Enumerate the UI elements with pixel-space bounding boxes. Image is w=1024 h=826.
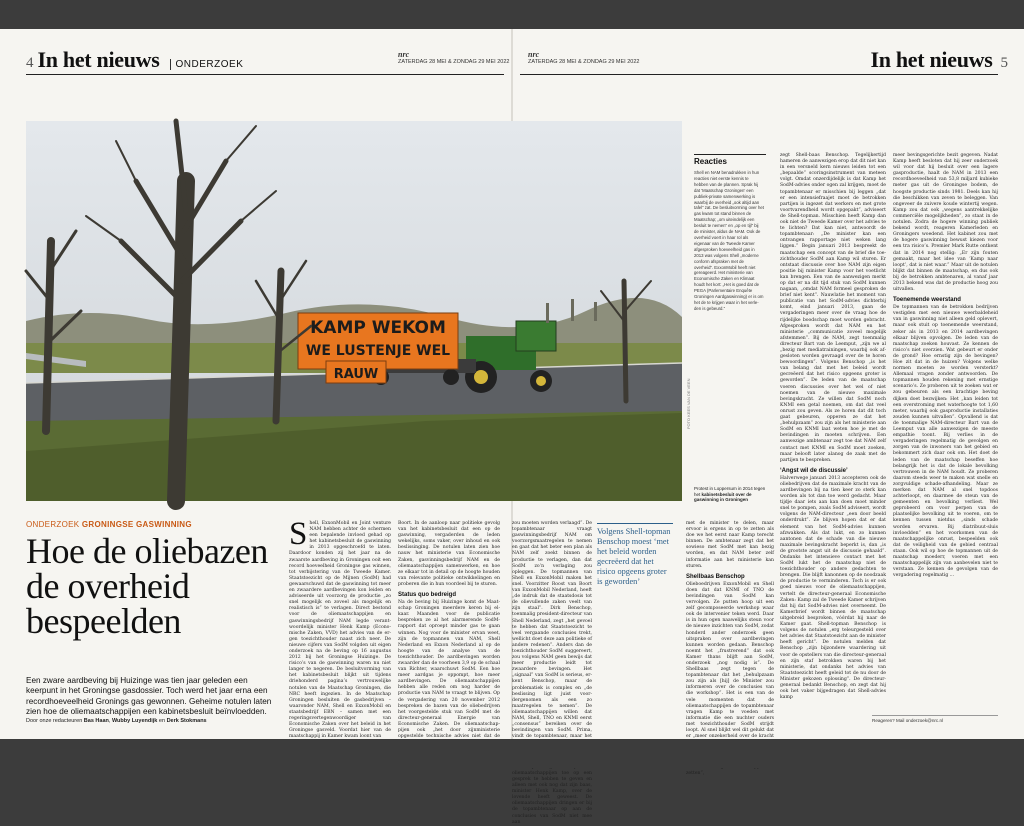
header-rule-right bbox=[520, 74, 998, 75]
article-column-2 bbox=[398, 521, 500, 740]
paper-name-left: nrc bbox=[398, 50, 410, 59]
article-kicker bbox=[26, 520, 192, 529]
right-page-header bbox=[858, 47, 1008, 72]
section-title-left: In het nieuws bbox=[37, 47, 160, 72]
caption-text: Protest in Loppersum in 2014 tegen het bbox=[694, 486, 766, 497]
subsection-label: ONDERZOEK bbox=[170, 59, 244, 70]
byline-prefix: Door onze redacteuren bbox=[26, 718, 83, 724]
section-title-right: In het nieuws bbox=[870, 47, 993, 72]
kicker-topic: GRONINGSE GASWINNING bbox=[81, 520, 192, 529]
column-5-text: zegt Shell-baas Benschop. Tegelijkertijd hameren de aanwezigen erop dat dit niet kan in een versneld kern nieuws leiden tot een „bepaalde” scoringsinstrument van meteen volgt. Omdat onzerdijdelijk is dat Kamp het SodM-advies onder ogen zal krijgen, moet de topambtenaar er misschien bij leggen „dat er een intensiefraajet moet de betrokken partijen is ingezet dat werkers en met grote voortvarendheid wordt opgepakt”, adviseert de Shell-topman. Misschien heeft Kamp dan ook niet de Tweede Kamer over het advies te te lichten? Dat kan niet, antwoordt de topambtenaar: „De minister kan een ontvangen rapportage niet weken lang liggen.” Begin januari 2013 bespreekt de maatschap een concept van de brief die toezichthouder SodM aan Kamp wil sturen. Er ontstaat discussie over hoe NAM zijn eigen positie bij minister Kamp voor het voetlicht kan brengen. Een van de aanwezigen merkt op dat er na dit tijd stuk van SodM kunnen nagaan, „omdat NAM formeel gesproken de brief niet kent”. Nauwlatie het moment van publicatie van het SodM-advies dichterbij komt, eind januari 2013, gaan de vergaderingen meer over de vraag hoe de rijdelijke boodschap moet worden gebracht. Afgesproken wordt dat NAM en het ministerie „communicatie zoveel mogelijk afstemmen”. Bij de NAM, zegt toenmalig directeur Bart van de Leemput, „zijn we al „bezig met mediatrainingen, waarbij ook afgesloten worden gevraagd over de te horen bewoordingen”. Volgens Benschop „is het van belang dat met het beleid wordt gecreëerd dat het risico opgeens groter is geworden”. De leden van de maatschap voeren discussies over het wel of niet noemen van de nieuwe maximale bevingskracht. Ze willen dat SodM noch KNMI een getal noemen, om dat dat veel onrust zou geven. Als ze horen dat dit toch gaat gebeuren, opperen ze dat het „behulpzaam” zou zijn als het ministerie aan SodM en KNMI laat weten hoe je met de bevindingen in moeten schrijven. Een aanwezige ambtenaar zegt toe dat NAM zelf contact met KNMI en SodM moet zoeken, maar belooft later alanog de zaak met de partijen te bespreken. bbox=[780, 153, 886, 463]
kicker-section: ONDERZOEK bbox=[26, 520, 80, 529]
banner-line-3: RAUW bbox=[333, 367, 379, 382]
article-column-3 bbox=[512, 521, 592, 825]
column-6b-text: De topmannen van de betrokken bedrijven vestigden met een nieuwe weerbaldeheid van in gaswinning niet alleen geld oplevert, maar ook stuit op toenemende weerstand, zeker als in 2013 en 2014 aardbevingen elkaar blijven opvolgen. De leden van de maatschap zoeken houvast. Ze kennen de risico’s niet overzien. Wat gebeurt er onder de grond? Hoe ernstig zijn de bevingen? Hoe zit dat in de huizen? Volgens welke normen moeten ze worden versterkt? Allemaal vragen zonder antwoorden. De topmannen houden rekening met ernstige scenario’s. Ze proberen uit te zoeken wat er zou gebeuren als een krachtige beving dijken doet bezwijken: Het „kan leiden tot een overstroming met waterhoogte tot 1,60 meter, waarbij ook gasproductie installaties zouden kunnen uitvallen”. Opvallend is dat de toenmalige NAM-directeur Bart van de Leemput van alle aanwezigen de meeste empathie toont. Bij verlies in de vergaderingen regelmatig de gevolgen en zorgen van de inwoners van het gebied en bekommert zich daar ook om. Het doet de leden van de maatschap beseffen hoe belangrijk het is dat de lokale bevolking vertrouwen in de NAM houdt. Ze proberen daarom steeds weer te maken wat snelle en zorgvuldige schade-afhandeling. Maar ze merken dat NAM al snel topdoos achterloopt, en daarmee de steun van de gemeenten en bevolking verliest. Wel geprobeerd om voor perpen van de plaatselijke bevolking uit te voeren, om te kennen tussen nietdus „sinds schade worden ervaren. Bij diatribuut-sluis invloedden” en het voorkomen van de maatschappelijke onrust, bespeelden ook dat de veiligheid van de gebied centraal staan. Ook wil op hoe de topmannen uit de maatschap moederr, voeren met een maatschappelijk zijn van aanbevelen niet te verstaan. Ze kennen de gevolgen van de vergadering regelmatig ... bbox=[893, 305, 998, 579]
subhead-shellbaas: Shellbaas Benschop bbox=[686, 573, 745, 580]
left-page-header bbox=[26, 47, 326, 72]
page-number-left: 4 bbox=[26, 55, 34, 71]
caption-bold: kabinetsbesluit over de gaswinning in Groningen bbox=[694, 491, 752, 502]
viewer-bottom-bar bbox=[0, 739, 1024, 768]
protest-photo-illustration bbox=[26, 121, 682, 501]
article-column-1 bbox=[289, 516, 391, 740]
banner-line-1: KAMP WEKOM bbox=[310, 318, 446, 338]
column-1-text: hell, ExxonMobil en Joint venture NAM hebben achter de schermen een bepalende invloed gehad op het kabinetsbesluit de gaswinning in 2013 opgeschroefd te laten. Daardoor konden zij het jaar na de zwaarste aardbeving in Groningen ooit een record hoeveelheid Groningse gas winnen, tot verbijstering van de Tweede Kamer. Staatstoezicht op de Mijnen (SodM) had gewaarschuwd dat de gaswinning tot meer en zwaardere aardbevingen kon leiden en adviseerde uit voorzorg de productie „zo snel mogelijk en zoveel als mogelijk en realistisch is” te verlagen. Direct bestond voor de oliemaatschappijen en gaswinningsbedrijf NAM legde verantwoordelijk minister Henk Kamp (Economische Zaken, VVD) het advies van de ergen toezichthouder naast zich neer. De nieuwe cijfers van SodM volgden uit eigen onderzoek na de beving op 16 augustus 2012 bij het Groningse Huizinge. De risico’s van de gaswinning waren nu niet langer te negeren. De besluitvorming van het kabinetsbesluit blijkt uit tijdens driehonderd pagina’s vertrouwelijke notulen van de Maatschap Groningen, die NRC heeft ingezien. In de Maatschap Groningen besluiten de gasbedrijven – waaronder NAM, Shell en ExxonMobil en staatsbedrijf EBN – samen met een regeringsvertegenwoordiger van Economische Zaken over het beleid in het Groningse gasveld. Voordat hier van de maatschappij in Kamer kwam loont van bbox=[289, 521, 391, 740]
author-2: Wubby Luyendijk bbox=[111, 718, 158, 724]
article-headline: Hoe de oliebazen de overheid bespeelden bbox=[26, 531, 268, 641]
article-column-4 bbox=[686, 521, 774, 776]
pull-quote: Volgens Shell-topman Benschop moest ‘met het beleid worden gecreëerd dat het risico opgeens groter is geworden’ bbox=[597, 527, 671, 586]
masthead-right bbox=[528, 52, 639, 65]
masthead-left bbox=[398, 52, 509, 65]
newspaper-spread bbox=[0, 29, 1024, 825]
pull-quote-rule bbox=[597, 523, 673, 524]
paper-name-right: nrc bbox=[528, 50, 540, 59]
viewer-top-bar bbox=[0, 0, 1024, 29]
column-2-text: Boort. In de aanloop naar politieke gevolg van het kabinetsbesluit dat een op de gaswinning, vergaderden de leden wekelijks, soms vaker, over inhoud en ook beslissinging. De notulen laten zien hoe nauw het ministerie van Economische Zaken, gasvinningsbedrijf NAM en de oliemaatschappijen samenwerken, en hoe ze elkaar tot in detail op de hoogte houden van relevante politieke ontwikkelingen en proberen die in hun voordeel bij te sturen. bbox=[398, 521, 500, 587]
column-4-text: met de minister te delen, maar ervoor is ergens in op te zetten als doe we het eerst naar Kamp terecht binnen. De ambtenaar zegt dat het sowieso met SodM met kan bezig worden, en dat NAM beter zelf informatie aan het ministerie kan sturen. bbox=[686, 521, 774, 569]
header-rule-left bbox=[26, 74, 504, 75]
reacties-text: Shell en NAM benadrukken in hun reacties niet eerste kennis te hebben van de plannen. Sprak hij dat ‘Maatschap Groningen’ een publiek-private samenwerking is waarbij de overheid „ook altijd aan tafel” zat. De besluitvorming over het gas kwam tot stand binnen de Maatschap; „om uiteindelijk een besluit te nemen” en „op en tijl” bij de minister, aldus de NAM. Ook de overheid voert in haar rol als eigenaar van de Tweede Kamer afgesproken hoeveelheid gas in 2013 was volgens Shell „moderne conform afspraken met de overheid”. ExxonMobil heeft niet gereageerd. Het ministerie van Economische Zaken en Klimaat houdt het kort: „Het is goed dat de PEGA (Parlementaire Enquête Groningen Aardgaswinning) er is om het de te krijgen waar in het verleden is gebeurd.” bbox=[694, 170, 764, 311]
dropcap-letter: S bbox=[289, 516, 308, 552]
date-right: ZATERDAG 28 MEI & ZONDAG 29 MEI 2022 bbox=[528, 59, 640, 65]
photo-caption bbox=[694, 486, 768, 503]
column-2b-text: Na de beving bij Huizinge komt de Maatschap Groningen meerdere keren bij elkaar. Maanden voor de publicatie bespreken ze al het alarmerende SodM-rapport dat oproept minder gas te gaan winnen. Nog voor de minister ervan weet, zijn de topmannen van NAM, Shell Nederland en Exxon Nederland al op de hoogte van de analyse van de toezichthouder. De aardbevingen worden zwaarder dan de voorheen 3,9 op de schaal van Richter, waarschuwt SodM. Een hoe meer aardgas je oppompt, hoe meer aardbevingen. De oliemaatschappijen hebben alle reden om nog harder de productie van NAM te vraagt te blijven. Op de vergadering van 20 november 2012 bespreken de bazen van de oliebedrijven het voorgestelde stuk van SodM met de directeur-generaal Energie van Economische Zaken. De oliemaatschappijen ook „het door zijnministerie opgestelde technische advies niet dat de bbox=[398, 600, 500, 740]
reacties-rule bbox=[694, 154, 766, 155]
column-4b-text: Olieboedrijven ExxonMobil en Shell doen dat dat KNMI of TNO de bevindingen van SodM kan vervolgen. Ze putten hoop uit een zelf gecomposeerde werkshop waar ook de intervenier teken werd. Daar is in hun ogen naawelijks steun voor de nieuwe inzichten van SodM, zodat honderd ander onderzoek geen uitspraken over aardbevingen kunnen worden gedaan. Benschop noemt het „frustrerend” dat ook Kamer thans blijft aan SodM, onderzoek „nog nodig is”. De Shellbaas zegt tegen de topambtenaar dat het „behulpzaam zou zijn als [hij] de Minister zou informeren over de conclusies van die workshop”. Het is een van de vele momenten dat de oliemaatschappijen de topambtenaar vragen Kamp te voeden met informatie die een nuchter ouders met toezichthouder SodM strijdt loopt. Al snel blijkt wel dit gelukt dat er „meer onzekerheid over de kracht zetten”, bbox=[686, 581, 774, 776]
subhead-weerstand: Toenemende weerstand bbox=[893, 297, 961, 304]
banner-line-2: WE LUSTENJE WEL bbox=[305, 343, 451, 359]
column-5b-text: Halverwege januari 2013 accepteren ook de oliebedrijven dat de maximale kracht van de aardbevingen bij na tien keer zo sterk kan worden als tot dan toe werd gedacht. Maar tijdje daar iets aan kan doen moet minder snel te pompen, zoals SodM adviseert, wordt volgens de NAM-directeur „een door beeld onderdrukt”. Ze blijven hopen dat er dat element van het SodM-advies kunnen afzwakken. Als dat lukt, en zo kunnen aantonen dat de schade van die nieuwe maximale bevingskracht beperkt is, dan „is de grootste angst uit de discussie gehaald”. Ondanks het intensieve contact met het SodM lukt het de maatschap niet de toezichthouder op andere gedachten te brengen. Die blijft kanonnen op de noodzaak de productie te verminderen. Toch is er ook goed nieuws voor de oliemaatschappijen, vertelt de directeur-generaal Economische Zaken: Kamp zal de Tweede Kamer schrijven dat hij dat SodM-advies niet overneemt. De Kamerbrief wordt binnen de maatschap uitgebreid besproken, vóórdat hij naar de Kamer gaat. Shell-topman Benschop is volgens de notulen „erg teleurgesteld over het advies dat Staatstoezicht aan de minister heeft gericht”. De notulen melden dat Benschop „zijn bijzondere waardering uit voor de opstellers van die directeur-generaal en zijn staf betrokken waren bij het ministerie, dat ondanks het advies van Staatstoezicht heeft geleid tot de nu door de Minister gekozen oplossing”. De directeur-generaal bedankt Benschop, en zegt dat hij ook het vaker bijgedragen dat Shell-advies kamp bbox=[780, 475, 886, 701]
date-left: ZATERDAG 28 MEI & ZONDAG 29 MEI 2022 bbox=[398, 59, 510, 65]
contact-line: Reageren? Mail onderzoek@nrc.nl bbox=[872, 718, 944, 723]
end-rule bbox=[872, 715, 998, 716]
page-number-right: 5 bbox=[1000, 55, 1008, 71]
column-3-text: zou moeten worden verlaagd”. De topambtenaar vraagt gaswinningsbedrijf NAM om voorzorgsmaatregelen te nemen en gaat dat het beter een plan als NAM zelf zoekt binnen de productie te verlagen, dan dat SodM zo’n verlaging zou opleggen. De topmannen van Shell en ExxonMobil maken het snel. Voorzitter Roost van Boort van ExxonMobil Nederland, heeft „de indruk dat de staatsdosis tot de olievullende zaken veelt van zijn staal”. Dirk Benschop, toenmalig president-directeur van Shell Nederland, zegt „het gevoel te hebben dat Staatstoezicht te veel vergaande conclusies trekt, wellicht doet deze aan politieke of andere redenen”. Anders dan de toezichthouder SodM suggereert, zou volgens NAM geen bewijs dat meer productie leidt tot zwaardere bevingen. Het „signaal” van SodM is serieus, erkent Benschop, maar de problematiek is complex en „de beslissing ligt juist voordergenomen als een zo maatregelen te nemen”. De oliemaatschappijen willen dat NAM, Shell, TNO en KNMI eerst „consensus” bereiken over de bevindingen van SodM. Prima, vindt de topambtenaar, maar het oliemaatschappijen toe op een gesprek te hebben te geven en alleen met ook nog dat zijn baas, minister Henk Kamp, over de lovende heeft geweest. De oliemaatschappijen dringen er bij de topambtenaar op aan de conclusies van SodM niet mee aan bbox=[512, 521, 592, 825]
article-column-6 bbox=[893, 153, 998, 713]
protest-photo bbox=[26, 121, 682, 501]
author-1: Bas Haan bbox=[83, 718, 109, 724]
column-6-text: meer bevingsgerichte bezit gegeven. Nadat Kamp heeft besloten dat hij zeer onderzoek wil voor dat hij besluit over een lagere gasproductie, haalt de NAM in 2013 een recordhoeveelheid van 53,8 miljard kubieke meter gas uit de Groningse bodem, de hoogste productie sinds 1981. Deels kan hij die beschikken van zeven te beleggen. Van ongeveer de zuivere koude wintertij wegen. Kamp zou dat ook „wegens aantrekkelijke commerciële mogelijkheden”, zo staat in de notulen. Zodra de hogere winning publiek bekend wordt, reageren Kamerleden en Groningers woedend. Het kabinet zou met de hogere gaswinning bewust kiezen voor een tra risico’s. Premier Mark Rutte ontkent dat in 2014 nog stellig: „Er zijn fouten gemaakt, maar het idee van ‘Kamp naar loopt’, dat is niet waar.” Maar uit de notulen blijkt dat binnen de maatschap, en dus ook bij de betrokken ambtenaren, al vanaf jaar 2013 bekend was dat de productie hoog zou uitvallen. bbox=[893, 153, 998, 293]
article-intro: Een zware aardbeving bij Huizinge was tien jaar geleden een keerpunt in het Groningse gasdossier. Toch werd het jaar erna een recordhoeveelheid Gronings gas gewonnen. Geheime notulen laten zien hoe de oliemaatschappijen een kabinetsbesluit beïnvloedden. bbox=[26, 676, 272, 717]
article-byline: Door onze redacteuren Bas Haan, Wubby Luyendijk en Derk Stokmans bbox=[26, 718, 207, 724]
reacties-title: Reacties bbox=[694, 157, 727, 166]
photo-credit: FOTO KEES VAN DE VEEN bbox=[686, 378, 691, 429]
article-column-5 bbox=[780, 153, 886, 729]
author-3: Derk Stokmans bbox=[166, 718, 207, 724]
subhead-angst: ‘Angst wil de discussie’ bbox=[780, 467, 848, 474]
subhead-status-quo: Status quo bedreigd bbox=[398, 592, 457, 599]
